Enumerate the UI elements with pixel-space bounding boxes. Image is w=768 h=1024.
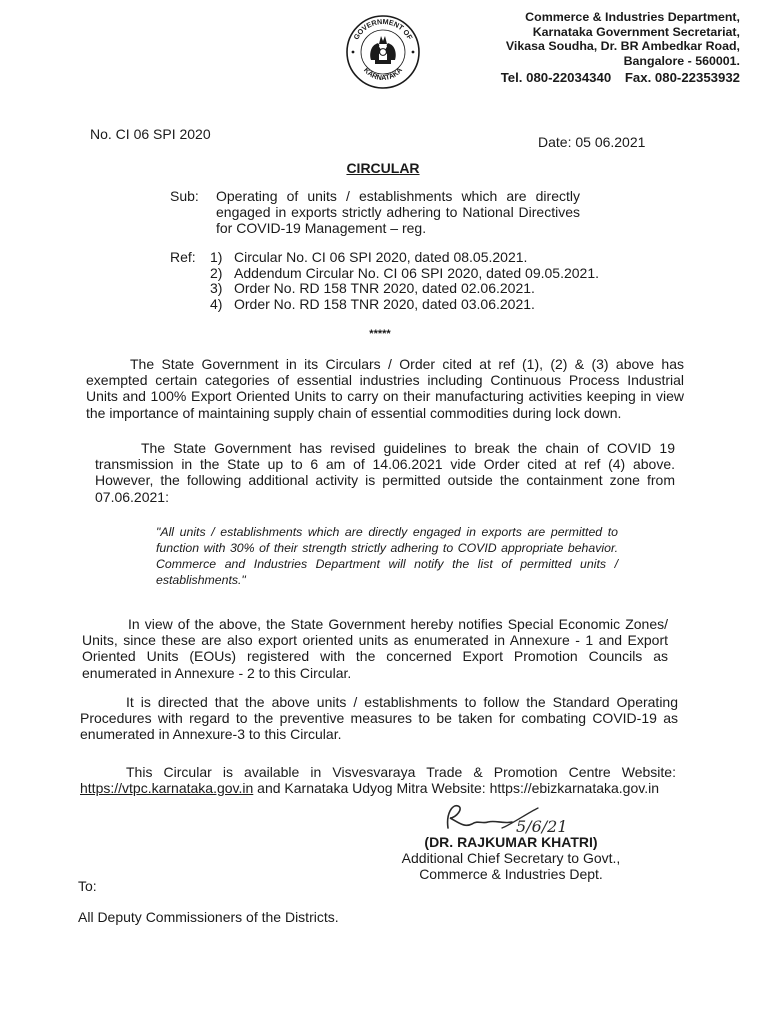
address-line: Bangalore - 560001. [623, 53, 740, 68]
quoted-directive: "All units / establishments which are directly engaged in exports are permitted to function with 30% of their strength strictly adhering to COVID appropriate behavior. Commerce and Industries Department will notify the list of permitted units / establishments." [156, 525, 618, 587]
reference-text: Order No. RD 158 TNR 2020, dated 02.06.2021. [234, 280, 535, 296]
reference-list [210, 250, 599, 312]
karnataka-seal-icon [345, 14, 421, 90]
reference-number: 3) [210, 280, 223, 296]
address-line: Vikasa Soudha, Dr. BR Ambedkar Road, [505, 39, 740, 53]
circular-number: No. CI 06 SPI 2020 [90, 126, 211, 142]
reference-number: 1) [210, 249, 223, 265]
reference-number: 2) [210, 264, 223, 281]
reference-label: Ref: [170, 249, 196, 265]
reference-text: Circular No. CI 06 SPI 2020, dated 08.05.2021. [234, 249, 528, 265]
ebiz-website-link[interactable]: https://ebizkarnataka.gov.in [489, 780, 659, 797]
signatory-block [380, 834, 642, 882]
reference-item [210, 250, 599, 266]
telephone-number: Tel. 080-22034340 [500, 70, 612, 85]
reference-text: Order No. RD 158 TNR 2020, dated 03.06.2021. [234, 295, 535, 312]
recipient-text: All Deputy Commissioners of the Districts. [78, 909, 339, 925]
address-line: Commerce & Industries Department, [525, 10, 740, 24]
body-paragraph-4: It is directed that the above units / establishments to follow the Standard Operating Procedures with regard to the preventive measures to be taken for combating COVID-19 as enumerated in Annexure-3 to this Circular. [80, 694, 678, 743]
reference-item [210, 281, 599, 297]
svg-text:GOVERNMENT OF: GOVERNMENT OF [351, 16, 415, 42]
department-address-block [440, 10, 740, 86]
svg-text:5/6/21: 5/6/21 [516, 817, 568, 836]
vtpc-website-link[interactable]: https://vtpc.karnataka.gov.in [80, 780, 254, 797]
section-separator: ***** [369, 328, 391, 340]
contact-line [440, 71, 740, 86]
subject-label: Sub: [170, 188, 199, 204]
reference-text: Addendum Circular No. CI 06 SPI 2020, dated 09.05.2021. [234, 264, 600, 281]
body-paragraph-2: The State Government has revised guidelines to break the chain of COVID 19 transmission in the State up to 6 am of 14.06.2021 vide Order cited at ref (4) above. However, the following additional activity is permitted outside the containment zone from 07.06.2021: [95, 440, 675, 505]
recipient-label: To: [78, 878, 97, 894]
signatory-name: (DR. RAJKUMAR KHATRI) [424, 834, 598, 850]
reference-item [210, 297, 599, 313]
availability-text: This Circular is available in Visvesvaraya Trade & Promotion Centre Website: [126, 764, 676, 780]
address-line: Karnataka Government Secretariat, [532, 24, 740, 39]
body-paragraph-5 [80, 764, 676, 796]
document-title [0, 160, 768, 176]
signatory-designation: Additional Chief Secretary to Govt., [401, 850, 621, 866]
body-paragraph-1: The State Government in its Circulars / Order cited at ref (1), (2) & (3) above has exempted certain categories of essential industries including Continuous Process Industrial Units and 100% Export Oriented Units to carry on their manufacturing activities keeping in view the importance of maintaining supply chain of essential commodities during lock down. [86, 356, 684, 421]
availability-connector: and Karnataka Udyog Mitra Website: [253, 780, 490, 797]
circular-date: Date: 05 06.2021 [538, 134, 646, 150]
document-title-text: CIRCULAR [346, 160, 420, 176]
reference-item [210, 266, 599, 282]
reference-number: 4) [210, 295, 223, 312]
signatory-department: Commerce & Industries Dept. [419, 866, 603, 882]
subject-text: Operating of units / establishments which are directly engaged in exports strictly adhering to National Directives for COVID-19 Management – reg. [216, 188, 580, 236]
fax-number: Fax. 080-22353932 [624, 70, 740, 85]
body-paragraph-3: In view of the above, the State Government hereby notifies Special Economic Zones/ Units, since these are also export oriented units as enumerated in Annexure - 1 and Export Oriented Units (EOUs) registered with the concerned Export Promotion Councils as enumerated in Annexure - 2 to this Circular. [82, 616, 668, 681]
svg-text:KARNATAKA: KARNATAKA [361, 65, 405, 83]
